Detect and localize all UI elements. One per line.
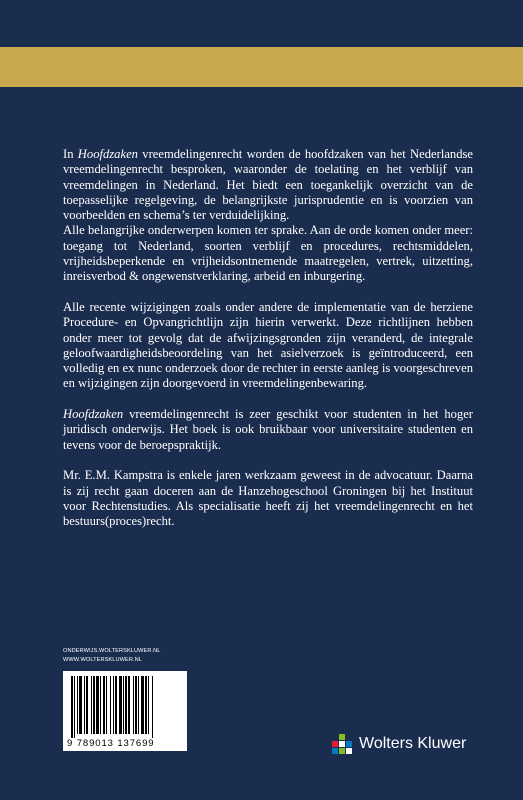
publisher-name: Wolters Kluwer (359, 735, 467, 752)
blurb-paragraph-topics: Alle belangrijke onderwerpen komen ter sprake. Aan de orde komen onder meer: toegang tot Nederland, soorten verblijf en procedures, rechtsmiddelen, vrijheidsbeperkende en vrijheidsontnemende maatregelen, vertrek, uitzetting, inreisverbod & ongewenstverklaring, arbeid en inburgering. (63, 223, 473, 284)
url-onderwijs[interactable]: ONDERWIJS.WOLTERSKLUWER.NL (63, 648, 161, 654)
url-www[interactable]: WWW.WOLTERSKLUWER.NL (63, 657, 142, 663)
book-title-italic: Hoofdzaken (77, 147, 138, 161)
wolters-kluwer-logo-icon (331, 733, 353, 755)
blurb-paragraph-audience: Hoofdzaken vreemdelingenrecht is zeer geschikt voor studenten in het hoger juridisch onderwijs. Het boek is ook bruikbaar voor universitaire studenten en tevens voor de beroepspraktijk. (63, 407, 473, 452)
publisher-logo (331, 733, 466, 755)
blurb-paragraph-intro: In Hoofdzaken vreemdelingenrecht worden de hoofdzaken van het Nederlandse vreemdelingenrecht besproken, waaronder de toelating en het verblijf van vreemdelingen in Nederland. Het biedt een toegankelijk overzicht van de toepasselijke regelgeving, de belangrijkste jurisprudentie en is voorzien van voorbeelden en schema’s ter verduidelijking. (63, 147, 473, 223)
gold-band (0, 47, 523, 87)
back-cover-blurb (63, 147, 473, 545)
barcode-bars (63, 671, 187, 739)
isbn-barcode (63, 671, 187, 751)
book-title-italic: Hoofdzaken (63, 407, 124, 422)
publisher-urls (63, 647, 161, 665)
blurb-paragraph-author: Mr. E.M. Kampstra is enkele jaren werkzaam geweest in de advocatuur. Daarna is zij recht gaan doceren aan de Hanzehogeschool Groningen bij het Instituut voor Rechtenstudies. Als specialisatie heeft zij het vreemdelingenrecht en het bestuurs(proces)recht. (63, 468, 473, 529)
blurb-paragraph-changes: Alle recente wijzigingen zoals onder andere de implementatie van de herziene Procedure- en Opvangrichtlijn zijn hierin verwerkt. Deze richtlijnen hebben onder meer tot gevolg dat de afwijzingsgronden zijn veranderd, de integrale geloofwaardigheidsbeoordeling van het asielverzoek is geïntroduceerd, een volledig en ex nunc onderzoek door de rechter in eerste aanleg is voorgeschreven en wijzigingen zijn doorgevoerd in vreemdelingenbewaring. (63, 299, 473, 391)
isbn-digits: 9 789013 137699 (67, 738, 155, 749)
